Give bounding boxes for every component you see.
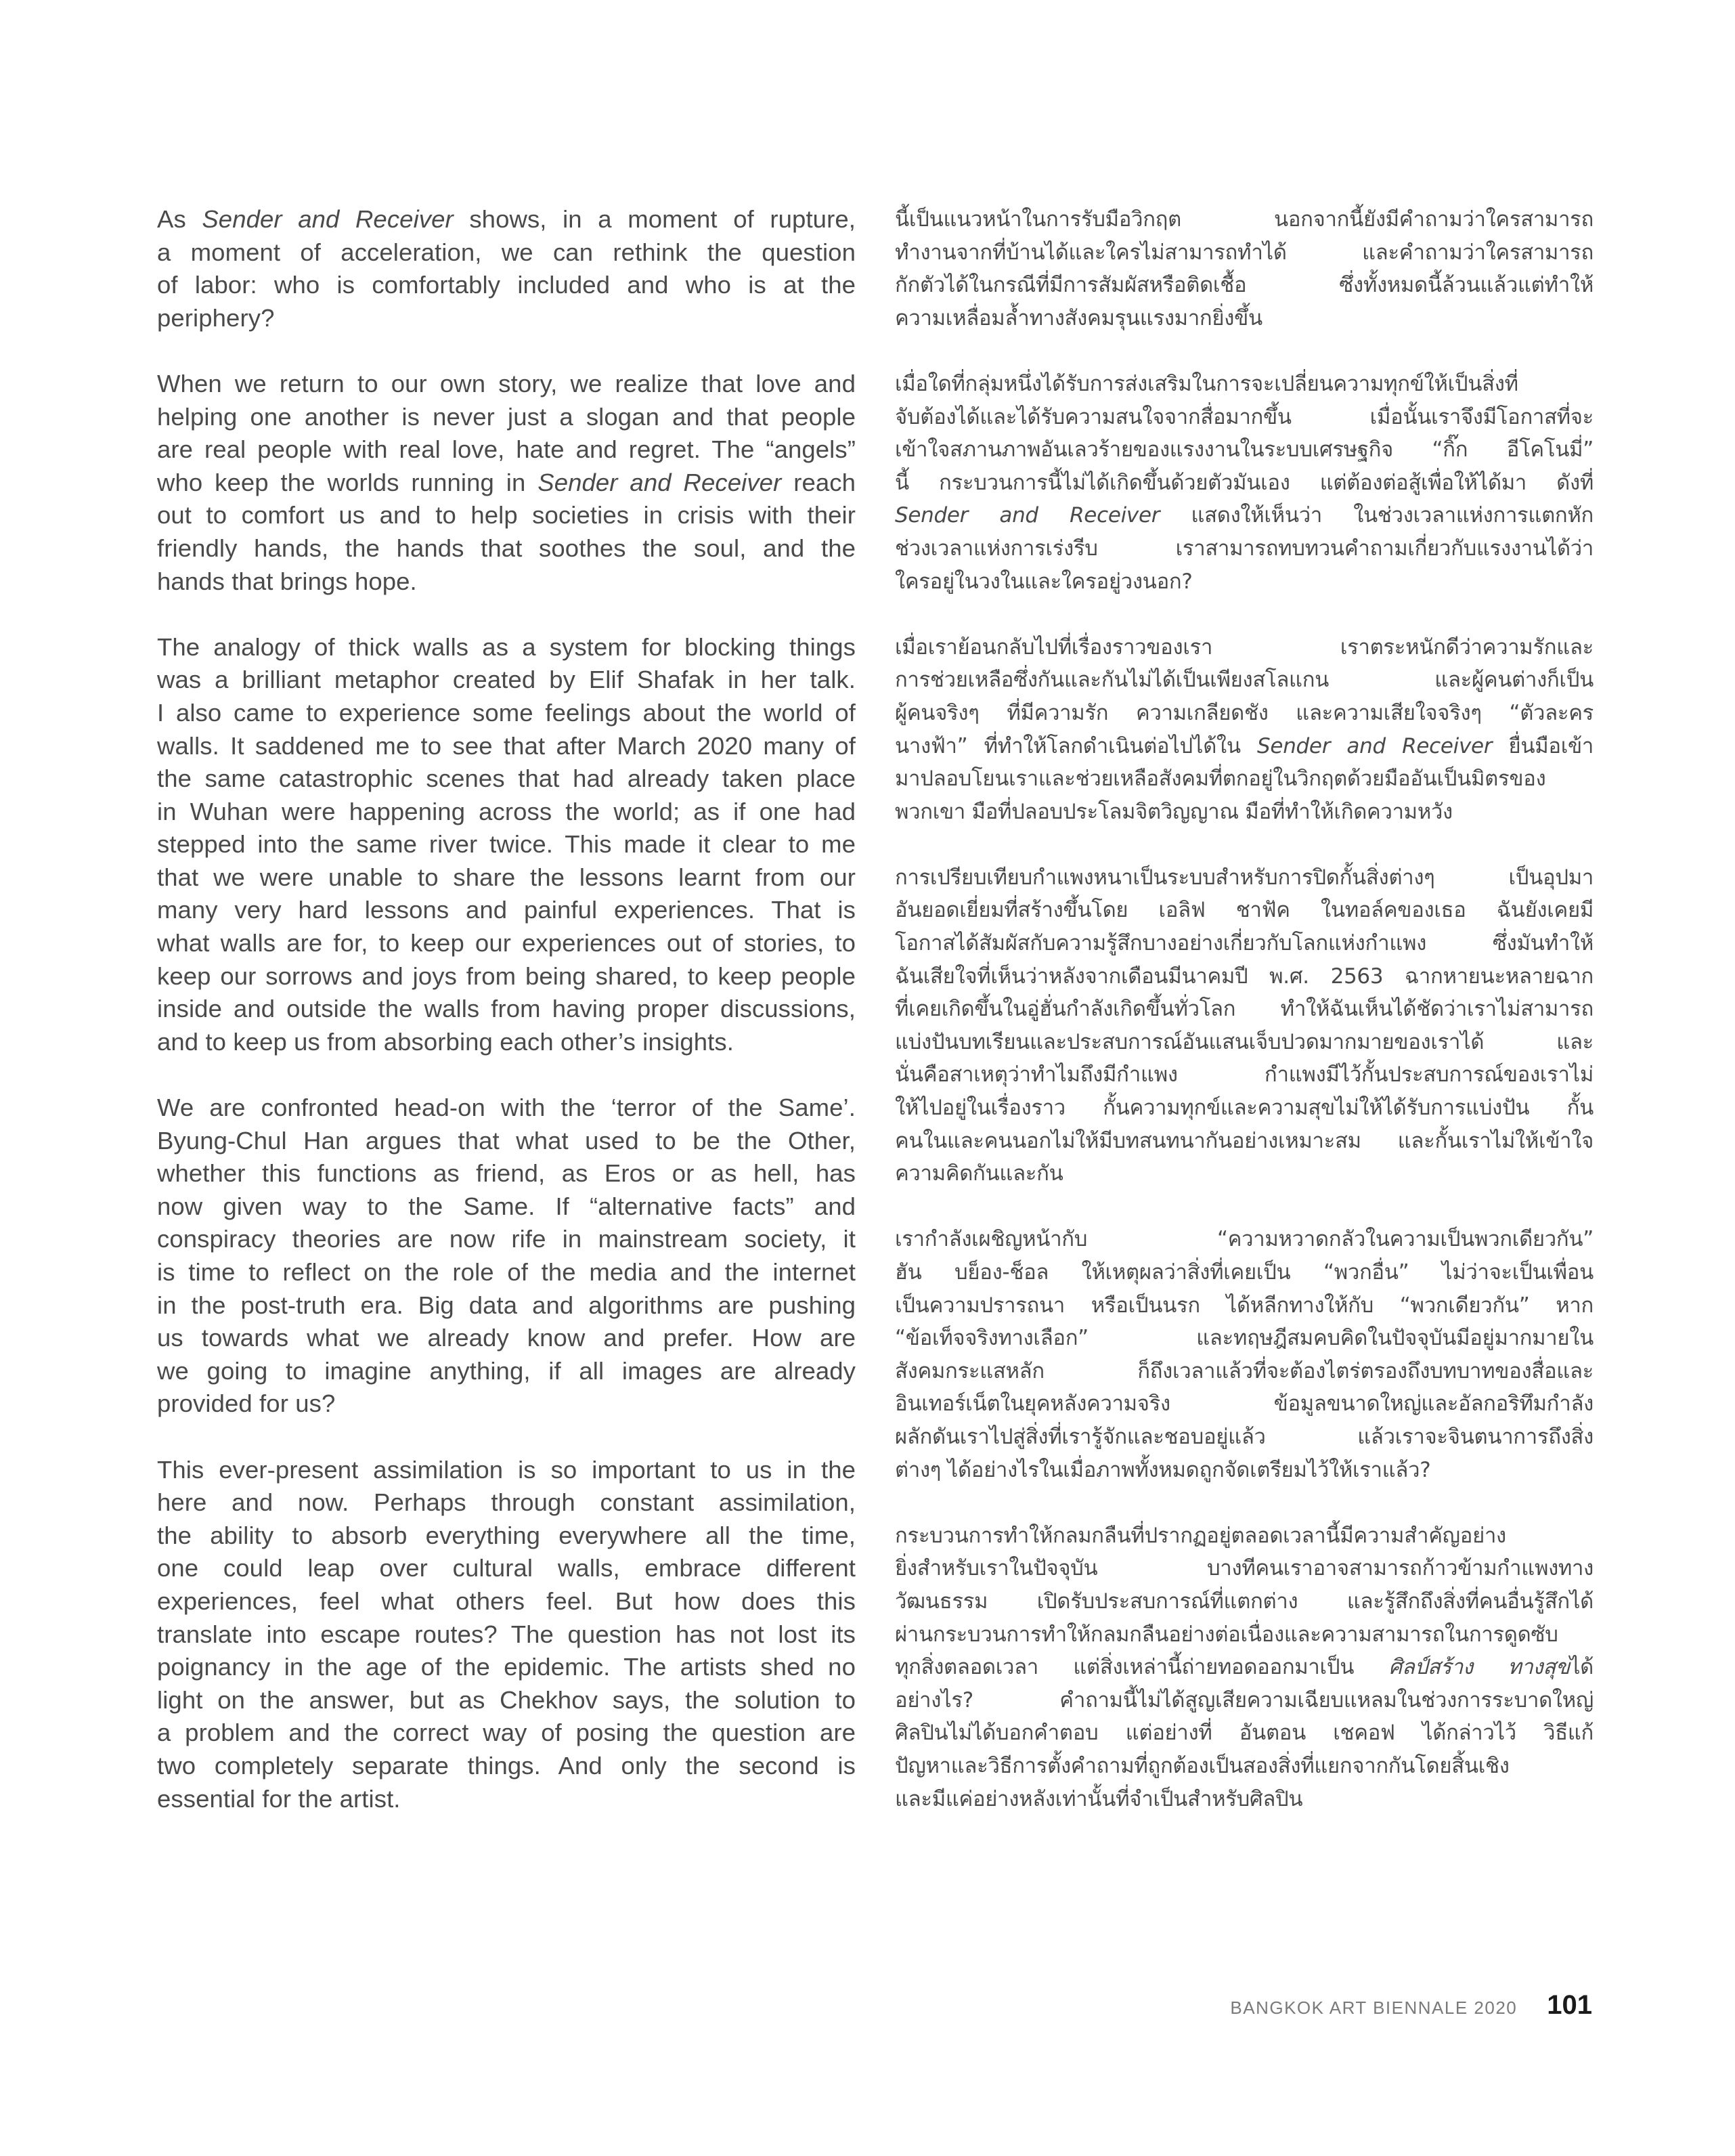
text-run: คนในและคนนอกไม่ให้มีบทสนทนากันอย่างเหมาะสม และกั้นเราไม่ให้เข้าใจ (895, 1128, 1594, 1153)
text-run: “ข้อเท็จจริงทางเลือก” และทฤษฎีสมคบคิดในปัจจุบันมีอยู่มากมายใน (895, 1326, 1594, 1351)
text-run: the ability to absorb everything everywhere all the time, (157, 1521, 856, 1549)
text-line (895, 1092, 1594, 1125)
text-run: กักตัวได้ในกรณีที่มีการสัมผัสหรือติดเชื้อ ซึ่งทั้งหมดนี้ล้วนแล้วแต่ทำให้ (895, 273, 1594, 298)
text-run: helping one another is never just a slogan and that people (157, 402, 856, 431)
text-run: นั่นคือสาเหตุว่าทำไมถึงมีกำแพง กำแพงมีไว้กั้นประสบการณ์ของเราไม่ (895, 1062, 1594, 1087)
text-run: who keep the worlds running in (157, 468, 538, 496)
text-run: ให้ไปอยู่ในเรื่องราว กั้นความทุกข์และความสุขไม่ให้ได้รับการแบ่งปัน กั้น (895, 1096, 1594, 1121)
text-line (157, 762, 856, 796)
text-line (157, 1486, 856, 1519)
text-run: in the post-truth era. Big data and algorithms are pushing (157, 1291, 856, 1319)
text-run: was a brilliant metaphor created by Elif Shafak in her talk. (157, 666, 856, 694)
page-number: 101 (1547, 1990, 1592, 2020)
text-line (157, 1355, 856, 1388)
text-run: periphery? (157, 303, 275, 332)
text-line (895, 532, 1594, 565)
text-run: the same catastrophic scenes that had already taken place (157, 764, 856, 793)
paragraph (157, 368, 856, 598)
text-line (157, 401, 856, 434)
text-run: กระบวนการทำให้กลมกลืนที่ปรากฏอยู่ตลอดเวลานี้มีความสำคัญอย่าง (895, 1523, 1506, 1548)
text-line (157, 203, 856, 236)
publication-title: BANGKOK ART BIENNALE 2020 (1230, 1998, 1518, 2018)
text-run: essential for the artist. (157, 1784, 401, 1813)
text-line (895, 960, 1594, 993)
text-line (895, 1618, 1594, 1652)
text-run: ที่เคยเกิดขึ้นในอู่ฮั่นกำลังเกิดขึ้นทั่วโลก ทำให้ฉันเห็นได้ชัดว่าเราไม่สามารถ (895, 997, 1594, 1022)
text-run: แสดงให้เห็นว่า ในช่วงเวลาแห่งการแตกหัก (1160, 503, 1594, 528)
text-run: ผ่านกระบวนการทำให้กลมกลืนอย่างต่อเนื่องและความสามารถในการดูดซับ (895, 1622, 1558, 1647)
text-run: We are confronted head-on with the ‘terror of the Same’. (157, 1094, 856, 1122)
text-line (157, 1157, 856, 1190)
text-line (895, 1421, 1594, 1454)
text-run: เมื่อใดที่กลุ่มหนึ่งได้รับการส่งเสริมในการจะเปลี่ยนความทุกข์ให้เป็นสิ่งที่ (895, 371, 1518, 396)
text-run: conspiracy theories are now rife in mainstream society, it (157, 1225, 856, 1253)
text-line (895, 631, 1594, 664)
paragraph (895, 631, 1594, 829)
text-line (157, 1519, 856, 1553)
text-line (157, 1585, 856, 1618)
text-run: โอกาสได้สัมผัสกับความรู้สึกบางอย่างเกี่ยวกับโลกแห่งกำแพง ซึ่งมันทำให้ (895, 931, 1594, 956)
text-line (157, 828, 856, 861)
text-run: ยิ่งสำหรับเราในปัจจุบัน บางทีคนเราอาจสามารถก้าวข้ามกำแพงทาง (895, 1556, 1594, 1581)
text-line (157, 302, 856, 335)
text-run: ความเหลื่อมล้ำทางสังคมรุนแรงมากยิ่งขึ้น (895, 305, 1262, 330)
text-line (157, 433, 856, 467)
text-run: walls. It saddened me to see that after March 2020 many of (157, 731, 856, 760)
text-run: two completely separate things. And only the second is (157, 1751, 856, 1780)
text-run: are real people with real love, hate and regret. The “angels” (157, 435, 856, 464)
text-run: เป็นความปรารถนา หรือเป็นนรก ได้หลีกทางให้กับ “พวกเดียวกัน” หาก (895, 1293, 1594, 1318)
text-line (895, 697, 1594, 730)
paragraph (895, 861, 1594, 1190)
text-run: The analogy of thick walls as a system for blocking things (157, 632, 856, 661)
paragraph (895, 368, 1594, 598)
text-line (157, 269, 856, 302)
text-run: here and now. Perhaps through constant assimilation, (157, 1488, 856, 1517)
text-line (895, 1684, 1594, 1717)
text-run: stepped into the same river twice. This made it clear to me (157, 830, 856, 859)
text-line (157, 1651, 856, 1684)
text-run: แบ่งปันบทเรียนและประสบการณ์อันแสนเจ็บปวดมากมายของเราได้ และ (895, 1029, 1594, 1054)
text-line (895, 1058, 1594, 1092)
text-run: provided for us? (157, 1389, 336, 1418)
text-run: ทำงานจากที่บ้านได้และใครไม่สามารถทำได้ และคำถามว่าใครสามารถ (895, 240, 1594, 265)
text-line (157, 927, 856, 960)
paragraph (895, 203, 1594, 335)
text-run: When we return to our own story, we realize that love and (157, 369, 856, 397)
text-run: อย่างไร? คำถามนี้ไม่ได้สูญเสียความเฉียบแหลมในช่วงการระบาดใหญ่ (895, 1687, 1594, 1712)
text-run: now given way to the Same. If “alternative facts” and (157, 1192, 856, 1220)
text-run: many very hard lessons and painful experiences. That is (157, 896, 856, 924)
text-run: is time to reflect on the role of the media and the internet (157, 1258, 856, 1286)
text-line (157, 960, 856, 993)
text-run: reach (781, 468, 856, 496)
text-line (157, 532, 856, 565)
text-line (157, 1454, 856, 1487)
text-run: เรากำลังเผชิญหน้ากับ “ความหวาดกลัวในความเป็นพวกเดียวกัน” (895, 1227, 1594, 1252)
text-line (157, 1552, 856, 1585)
text-line (895, 796, 1594, 829)
text-run: what walls are for, to keep our experiences out of stories, to (157, 929, 856, 957)
text-line (895, 1026, 1594, 1059)
text-line (895, 269, 1594, 302)
text-run: out to comfort us and to help societies in crisis with their (157, 501, 856, 530)
text-line (157, 796, 856, 829)
text-line (895, 1552, 1594, 1585)
text-run: ความคิดกันและกัน (895, 1161, 1063, 1186)
text-run: นี้เป็นแนวหน้าในการรับมือวิกฤต นอกจากนี้ยังมีคำถามว่าใครสามารถ (895, 207, 1594, 232)
text-run: ยื่นมือเข้า (1492, 733, 1594, 758)
italic-title-run: Sender and Receiver (202, 205, 454, 233)
text-run: ฉันเสียใจที่เห็นว่าหลังจากเดือนมีนาคมปี พ.ศ. 2563 ฉากหายนะหลายฉาก (895, 964, 1594, 989)
text-line (895, 1651, 1594, 1684)
text-line (895, 762, 1594, 796)
text-run: จับต้องได้และได้รับความสนใจจากสื่อมากขึ้น เมื่อนั้นเราจึงมีโอกาสที่จะ (895, 404, 1594, 429)
text-line (895, 1750, 1594, 1783)
text-line (895, 1223, 1594, 1256)
text-line (895, 499, 1594, 532)
text-run: hands that brings hope. (157, 567, 417, 595)
text-run: we going to imagine anything, if all images are already (157, 1356, 856, 1385)
text-run: การเปรียบเทียบกำแพงหนาเป็นระบบสำหรับการปิดกั้นสิ่งต่างๆ เป็นอุปมา (895, 865, 1594, 890)
text-run: ต่างๆ ได้อย่างไรในเมื่อภาพทั้งหมดถูกจัดเตรียมไว้ให้เราแล้ว? (895, 1457, 1431, 1482)
text-line (895, 1322, 1594, 1355)
text-run: ผลักดันเราไปสู่สิ่งที่เรารู้จักและชอบอยู่แล้ว แล้วเราจะจินตนาการถึงสิ่ง (895, 1424, 1594, 1449)
text-line (895, 1519, 1594, 1553)
text-run: ทุกสิ่งตลอดเวลา แต่สิ่งเหล่านี้ถ่ายทอดออกมาเป็น (895, 1655, 1389, 1680)
text-line (157, 631, 856, 664)
text-line (895, 433, 1594, 467)
text-line (157, 368, 856, 401)
text-line (895, 1387, 1594, 1421)
italic-title-run: Sender and Receiver (895, 503, 1160, 528)
text-line (157, 1026, 856, 1059)
text-run: อันยอดเยี่ยมที่สร้างขึ้นโดย เอลิฟ ชาฟัค ในทอล์คของเธอ ฉันยังเคยมี (895, 898, 1594, 923)
text-run: เมื่อเราย้อนกลับไปที่เรื่องราวของเรา เราตระหนักดีว่าความรักและ (895, 634, 1594, 660)
text-run: ศิลปินไม่ได้บอกคำตอบ แต่อย่างที่ อันตอน เชคอฟ ได้กล่าวไว้ วิธีแก้ (895, 1721, 1594, 1746)
text-run: Byung-Chul Han argues that what used to be the Other, (157, 1126, 856, 1155)
text-run: experiences, feel what others feel. But how does this (157, 1587, 856, 1615)
text-run: translate into escape routes? The question has not lost its (157, 1620, 856, 1648)
text-line (895, 1783, 1594, 1816)
text-run: ปัญหาและวิธีการตั้งคำถามที่ถูกต้องเป็นสองสิ่งที่แยกจากกันโดยสิ้นเชิง (895, 1753, 1510, 1778)
text-line (895, 236, 1594, 270)
text-run: ใครอยู่ในวงในและใครอยู่วงนอก? (895, 569, 1193, 594)
text-line (895, 1355, 1594, 1388)
text-run: friendly hands, the hands that soothes the soul, and the (157, 534, 856, 562)
thai-text-column (895, 203, 1594, 1849)
text-run: วัฒนธรรม เปิดรับประสบการณ์ที่แตกต่าง และรู้สึกถึงสิ่งที่คนอื่นรู้สึกได้ (895, 1589, 1594, 1614)
text-line (895, 467, 1594, 500)
text-line (157, 1322, 856, 1355)
text-line (157, 1618, 856, 1652)
text-line (157, 697, 856, 730)
text-line (157, 1125, 856, 1158)
text-line (895, 401, 1594, 434)
text-run: keep our sorrows and joys from being shared, to keep people (157, 962, 856, 990)
text-run: พวกเขา มือที่ปลอบประโลมจิตวิญญาณ มือที่ทำให้เกิดความหวัง (895, 799, 1453, 824)
text-line (895, 730, 1594, 763)
text-line (895, 993, 1594, 1026)
text-line (157, 993, 856, 1026)
text-run: one could leap over cultural walls, embrace different (157, 1554, 856, 1582)
italic-title-run: Sender and Receiver (1257, 733, 1493, 758)
text-line (157, 1190, 856, 1224)
paragraph (157, 1092, 856, 1421)
text-run: ผู้คนจริงๆ ที่มีความรัก ความเกลียดชัง และความเสียใจจริงๆ “ตัวละคร (895, 700, 1594, 725)
paragraph (895, 1519, 1594, 1815)
text-line (895, 1585, 1594, 1618)
text-run: การช่วยเหลือซึ่งกันและกันไม่ได้เป็นเพียงสโลแกน และผู้คนต่างก็เป็น (895, 668, 1594, 693)
text-line (157, 1289, 856, 1322)
text-line (157, 499, 856, 532)
text-run: และมีแค่อย่างหลังเท่านั้นที่จำเป็นสำหรับศิลปิน (895, 1786, 1303, 1811)
text-line (157, 1223, 856, 1256)
text-line (157, 730, 856, 763)
text-run: มาปลอบโยนเราและช่วยเหลือสังคมที่ตกอยู่ในวิกฤตด้วยมืออันเป็นมิตรของ (895, 767, 1546, 792)
text-line (895, 861, 1594, 894)
text-line (895, 565, 1594, 599)
text-line (157, 664, 856, 697)
text-run: อินเทอร์เน็ตในยุคหลังความจริง ข้อมูลขนาดใหญ่และอัลกอริทึมกำลัง (895, 1392, 1594, 1417)
text-line (157, 565, 856, 599)
text-line (157, 1750, 856, 1783)
paragraph (895, 1223, 1594, 1486)
page-footer (1218, 1976, 1592, 2020)
text-line (895, 1125, 1594, 1158)
text-line (157, 1387, 856, 1421)
text-run: เข้าใจสภานภาพอันเลวร้ายของแรงงานในระบบเศรษฐกิจ “กิ๊ก อีโคโนมี่” (895, 437, 1594, 462)
text-line (157, 1092, 856, 1125)
text-line (895, 1717, 1594, 1750)
text-run: inside and outside the walls from having proper discussions, (157, 995, 856, 1023)
text-run: us towards what we already know and prefer. How are (157, 1324, 856, 1352)
text-line (157, 467, 856, 500)
text-run: that we were unable to share the lessons learnt from our (157, 863, 856, 891)
paragraph (157, 203, 856, 335)
text-line (895, 1256, 1594, 1289)
text-line (157, 236, 856, 270)
text-line (157, 1684, 856, 1717)
text-run: and to keep us from absorbing each other’s insights. (157, 1027, 734, 1056)
text-line (895, 1289, 1594, 1322)
text-line (157, 894, 856, 927)
text-run: As (157, 205, 202, 233)
text-line (895, 368, 1594, 401)
text-run: shows, in a moment of rupture, (453, 205, 856, 233)
text-line (895, 664, 1594, 697)
english-text-column (157, 203, 856, 1849)
text-line (895, 302, 1594, 335)
paragraph (157, 631, 856, 1059)
text-run: นี้ กระบวนการนี้ไม่ได้เกิดขึ้นด้วยตัวมันเอง แต่ต้องต่อสู้เพื่อให้ได้มา ดังที่ (895, 470, 1594, 495)
text-run: poignancy in the age of the epidemic. The artists shed no (157, 1653, 856, 1681)
text-line (895, 1454, 1594, 1487)
text-run: light on the answer, but as Chekhov says, the solution to (157, 1685, 856, 1714)
text-run: นางฟ้า” ที่ทำให้โลกดำเนินต่อไปได้ใน (895, 733, 1258, 758)
text-run: whether this functions as friend, as Eros or as hell, has (157, 1159, 856, 1188)
text-line (895, 894, 1594, 927)
text-line (157, 1256, 856, 1289)
text-run: ฮัน บย็อง-ช็อล ให้เหตุผลว่าสิ่งที่เคยเป็น “พวกอื่น” ไม่ว่าจะเป็นเพื่อน (895, 1260, 1594, 1285)
text-run: of labor: who is comfortably included and who is at the (157, 271, 856, 299)
text-line (157, 861, 856, 894)
text-run: I also came to experience some feelings about the world of (157, 698, 856, 727)
text-line (157, 1783, 856, 1816)
paragraph (157, 1454, 856, 1816)
text-run: This ever-present assimilation is so important to us in the (157, 1455, 856, 1484)
text-line (895, 927, 1594, 960)
text-line (895, 1157, 1594, 1190)
text-run: a moment of acceleration, we can rethink the question (157, 238, 856, 266)
text-line (157, 1717, 856, 1750)
italic-title-run: ศิลป์สร้าง ทางสุข (1388, 1655, 1570, 1680)
text-line (895, 203, 1594, 236)
text-run: a problem and the correct way of posing the question are (157, 1719, 856, 1747)
text-run: ได้ (1569, 1655, 1594, 1680)
italic-title-run: Sender and Receiver (537, 468, 782, 496)
text-run: สังคมกระแสหลัก ก็ถึงเวลาแล้วที่จะต้องไตร่ตรองถึงบทบาทของสื่อและ (895, 1358, 1594, 1383)
text-run: in Wuhan were happening across the world; as if one had (157, 797, 856, 825)
text-run: ช่วงเวลาแห่งการเร่งรีบ เราสามารถทบทวนคำถามเกี่ยวกับแรงงานได้ว่า (895, 536, 1594, 561)
